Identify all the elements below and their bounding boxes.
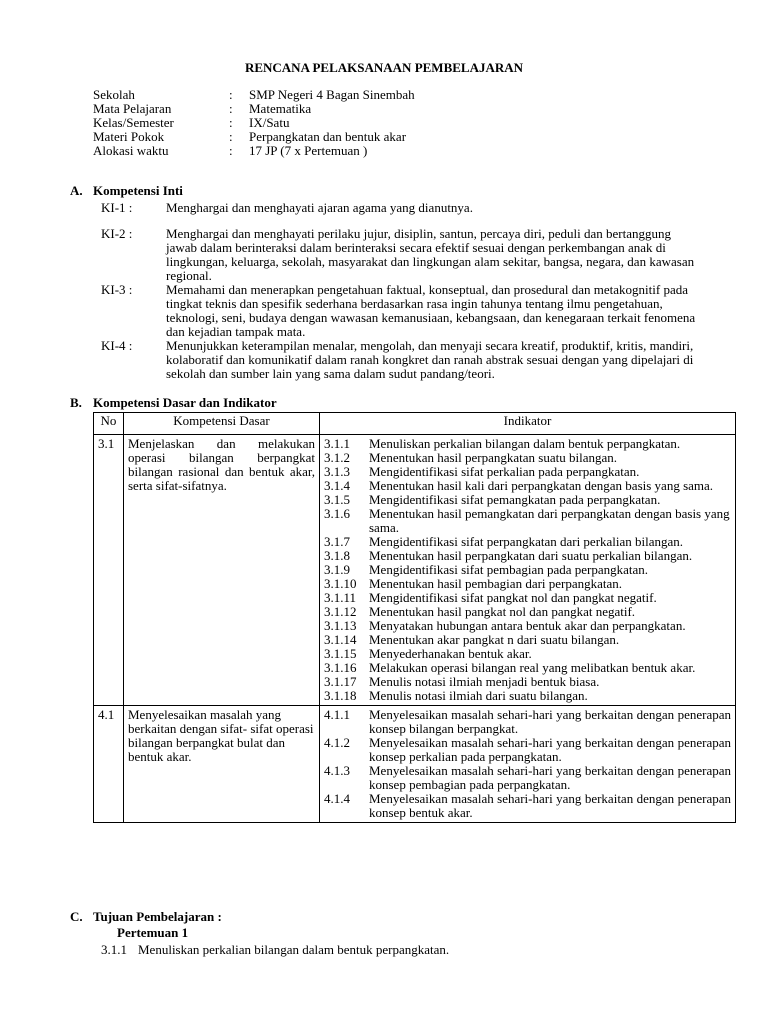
indicator-text: Mengidentifikasi sifat pembagian pada perpangkatan. <box>369 562 649 577</box>
indicator-text: Mengidentifikasi sifat perpangkatan dari perkalian bilangan. <box>369 534 684 549</box>
indicator-item <box>324 689 731 703</box>
indicator-num: 3.1.9 <box>324 562 350 577</box>
indicator-text: Menentukan hasil perpangkatan suatu bilangan. <box>369 450 618 465</box>
row-no: 3.1 <box>94 435 124 706</box>
section-title: Kompetensi Inti <box>93 183 183 198</box>
indicator-text: Melakukan operasi bilangan real yang melibatkan bentuk akar. <box>369 660 696 675</box>
indicator-text: Menulis notasi ilmiah menjadi bentuk biasa. <box>369 674 600 689</box>
ki-label: KI-1 : <box>101 200 133 215</box>
indicator-text: Menuliskan perkalian bilangan dalam bentuk perpangkatan. <box>369 436 681 451</box>
indicator-item <box>324 792 731 820</box>
indicator-item <box>324 493 731 507</box>
indicator-text: Menentukan hasil pembagian dari perpangkatan. <box>369 576 623 591</box>
ki-text: Menunjukkan keterampilan menalar, mengolah, dan menyaji secara kreatif, produktif, kritis, mandiri, kolaboratif dan komunikatif dalam ranah kongkret dan ranah abstrak sesuai dengan yang dipelajari di sekolah dan sumber lain yang sama dalam sudut pandang/teori. <box>166 338 694 381</box>
indicator-text: Menyelesaikan masalah sehari-hari yang berkaitan dengan penerapan konsep bilangan berpangkat. <box>369 707 731 736</box>
identity-colon: : <box>229 101 233 116</box>
table-header-row <box>94 413 736 435</box>
indicator-num: 4.1.3 <box>324 763 350 778</box>
identity-label: Materi Pokok <box>93 129 165 144</box>
table-row <box>94 435 736 706</box>
indicator-num: 3.1.1 <box>324 436 350 451</box>
identity-label: Mata Pelajaran <box>93 101 172 116</box>
indicator-num: 3.1.14 <box>324 632 357 647</box>
identity-value: Perpangkatan dan bentuk akar <box>249 129 407 144</box>
row-kd: Menyelesaikan masalah yang berkaitan dengan sifat- sifat operasi bilangan berpangkat bulat dan bentuk akar. <box>124 706 320 823</box>
indicator-item <box>324 736 731 764</box>
ki-label: KI-3 : <box>101 282 133 297</box>
identity-colon: : <box>229 143 233 158</box>
identity-row <box>93 130 415 144</box>
indicator-num: 3.1.17 <box>324 674 357 689</box>
indicator-num: 3.1.10 <box>324 576 357 591</box>
ki-item <box>93 282 696 339</box>
ki-label: KI-4 : <box>101 338 133 353</box>
identity-label: Alokasi waktu <box>93 143 169 158</box>
indicator-item <box>324 465 731 479</box>
indicator-num: 3.1.3 <box>324 464 350 479</box>
identity-label: Sekolah <box>93 87 135 102</box>
row-indicators <box>320 435 736 706</box>
objective-text: Menuliskan perkalian bilangan dalam bentuk perpangkatan. <box>138 942 450 957</box>
indicator-num: 3.1.16 <box>324 660 357 675</box>
indicator-item <box>324 605 731 619</box>
indicator-item <box>324 619 731 633</box>
ki-item <box>93 227 693 283</box>
indicator-text: Menyelesaikan masalah sehari-hari yang berkaitan dengan penerapan konsep pembagian pada perpangkatan. <box>369 763 731 792</box>
indicator-text: Menyederhanakan bentuk akar. <box>369 646 532 661</box>
indicator-item <box>324 708 731 736</box>
indicator-num: 4.1.4 <box>324 791 350 806</box>
identity-value: SMP Negeri 4 Bagan Sinembah <box>249 87 415 102</box>
section-title: Kompetensi Dasar dan Indikator <box>93 395 277 410</box>
indicator-num: 4.1.1 <box>324 707 350 722</box>
table-row <box>94 706 736 823</box>
identity-row <box>93 116 415 130</box>
row-kd: Menjelaskan dan melakukan operasi bilangan berpangkat bilangan rasional dan bentuk akar, serta sifat-sifatnya. <box>124 435 320 706</box>
section-letter: A. <box>70 183 83 198</box>
identity-colon: : <box>229 115 233 130</box>
indicator-item <box>324 647 731 661</box>
identity-value: 17 JP (7 x Pertemuan ) <box>249 143 368 158</box>
section-c-heading <box>70 910 222 924</box>
objective-item <box>101 943 449 957</box>
indicator-text: Menyelesaikan masalah sehari-hari yang berkaitan dengan penerapan konsep bentuk akar. <box>369 791 731 820</box>
indicator-item <box>324 479 731 493</box>
indicator-item <box>324 661 731 675</box>
indicator-num: 4.1.2 <box>324 735 350 750</box>
identity-table <box>93 88 415 158</box>
indicator-item <box>324 675 731 689</box>
section-letter: B. <box>70 395 82 410</box>
identity-row <box>93 88 415 102</box>
indicator-text: Menentukan hasil pangkat nol dan pangkat negatif. <box>369 604 636 619</box>
indicator-num: 3.1.18 <box>324 688 357 703</box>
section-b-heading <box>70 396 277 410</box>
indicator-text: Menentukan hasil perpangkatan dari suatu perkalian bilangan. <box>369 548 693 563</box>
section-a-heading <box>70 184 183 198</box>
document-title: RENCANA PELAKSANAAN PEMBELAJARAN <box>244 60 524 75</box>
indicator-text: Menentukan hasil pemangkatan dari perpangkatan dengan basis yang sama. <box>369 506 730 535</box>
identity-label: Kelas/Semester <box>93 115 174 130</box>
identity-colon: : <box>229 129 233 144</box>
indicator-item <box>324 437 731 451</box>
kd-indicator-table <box>93 412 736 823</box>
indicator-item <box>324 535 731 549</box>
indicator-item <box>324 577 731 591</box>
section-title: Tujuan Pembelajaran : <box>93 909 222 924</box>
indicator-item <box>324 549 731 563</box>
indicator-num: 3.1.6 <box>324 506 350 521</box>
header-kd: Kompetensi Dasar <box>124 413 320 435</box>
indicator-text: Mengidentifikasi sifat pangkat nol dan pangkat negatif. <box>369 590 657 605</box>
indicator-item <box>324 563 731 577</box>
meeting-subheading: Pertemuan 1 <box>117 925 189 940</box>
indicator-item <box>324 451 731 465</box>
indicator-text: Menentukan hasil kali dari perpangkatan dengan basis yang sama. <box>369 478 714 493</box>
indicator-num: 3.1.12 <box>324 604 357 619</box>
identity-row <box>93 144 415 158</box>
row-indicators <box>320 706 736 823</box>
indicator-item <box>324 507 731 535</box>
identity-colon: : <box>229 87 233 102</box>
indicator-num: 3.1.8 <box>324 548 350 563</box>
indicator-num: 3.1.4 <box>324 478 350 493</box>
ki-text: Menghargai dan menghayati perilaku jujur, disiplin, santun, percaya diri, peduli dan bertanggung jawab dalam berinteraksi dalam berinteraksi secara efektif sesuai dengan perkembangan anak di lingkungan, keluarga, sekolah, masyarakat dan lingkungan alam sekitar, bangsa, negara, dan kawasan regional. <box>166 226 695 283</box>
indicator-item <box>324 633 731 647</box>
indicator-num: 3.1.2 <box>324 450 350 465</box>
indicator-text: Menentukan akar pangkat n dari suatu bilangan. <box>369 632 620 647</box>
ki-text: Memahami dan menerapkan pengetahuan faktual, konseptual, dan prosedural dan metakognitif pada tingkat teknis dan spesifik sederhana berdasarkan rasa ingin tahunya tentang ilmu pengetahuan, teknologi, seni, budaya dengan wawasan kemanusiaan, kebangsaan, dan kenegaraan terkait fenomena dan kejadian tampak mata. <box>166 282 696 339</box>
header-indicator: Indikator <box>320 413 736 435</box>
indicator-text: Mengidentifikasi sifat perkalian pada perpangkatan. <box>369 464 640 479</box>
objective-num: 3.1.1 <box>101 942 127 957</box>
indicator-num: 3.1.13 <box>324 618 357 633</box>
row-no: 4.1 <box>94 706 124 823</box>
indicator-text: Menyelesaikan masalah sehari-hari yang berkaitan dengan penerapan konsep perkalian pada perpangkatan. <box>369 735 731 764</box>
indicator-num: 3.1.15 <box>324 646 357 661</box>
indicator-text: Mengidentifikasi sifat pemangkatan pada perpangkatan. <box>369 492 661 507</box>
indicator-item <box>324 764 731 792</box>
indicator-num: 3.1.5 <box>324 492 350 507</box>
identity-value: IX/Satu <box>249 115 290 130</box>
header-no: No <box>94 413 124 435</box>
ki-label: KI-2 : <box>101 226 133 241</box>
ki-item <box>93 339 693 381</box>
section-letter: C. <box>70 909 83 924</box>
identity-value: Matematika <box>249 101 312 116</box>
ki-item <box>93 201 693 215</box>
ki-text: Menghargai dan menghayati ajaran agama yang dianutnya. <box>166 200 473 215</box>
indicator-text: Menyatakan hubungan antara bentuk akar dan perpangkatan. <box>369 618 686 633</box>
indicator-text: Menulis notasi ilmiah dari suatu bilangan. <box>369 688 588 703</box>
indicator-num: 3.1.7 <box>324 534 350 549</box>
identity-row <box>93 102 415 116</box>
indicator-item <box>324 591 731 605</box>
indicator-num: 3.1.11 <box>324 590 357 605</box>
